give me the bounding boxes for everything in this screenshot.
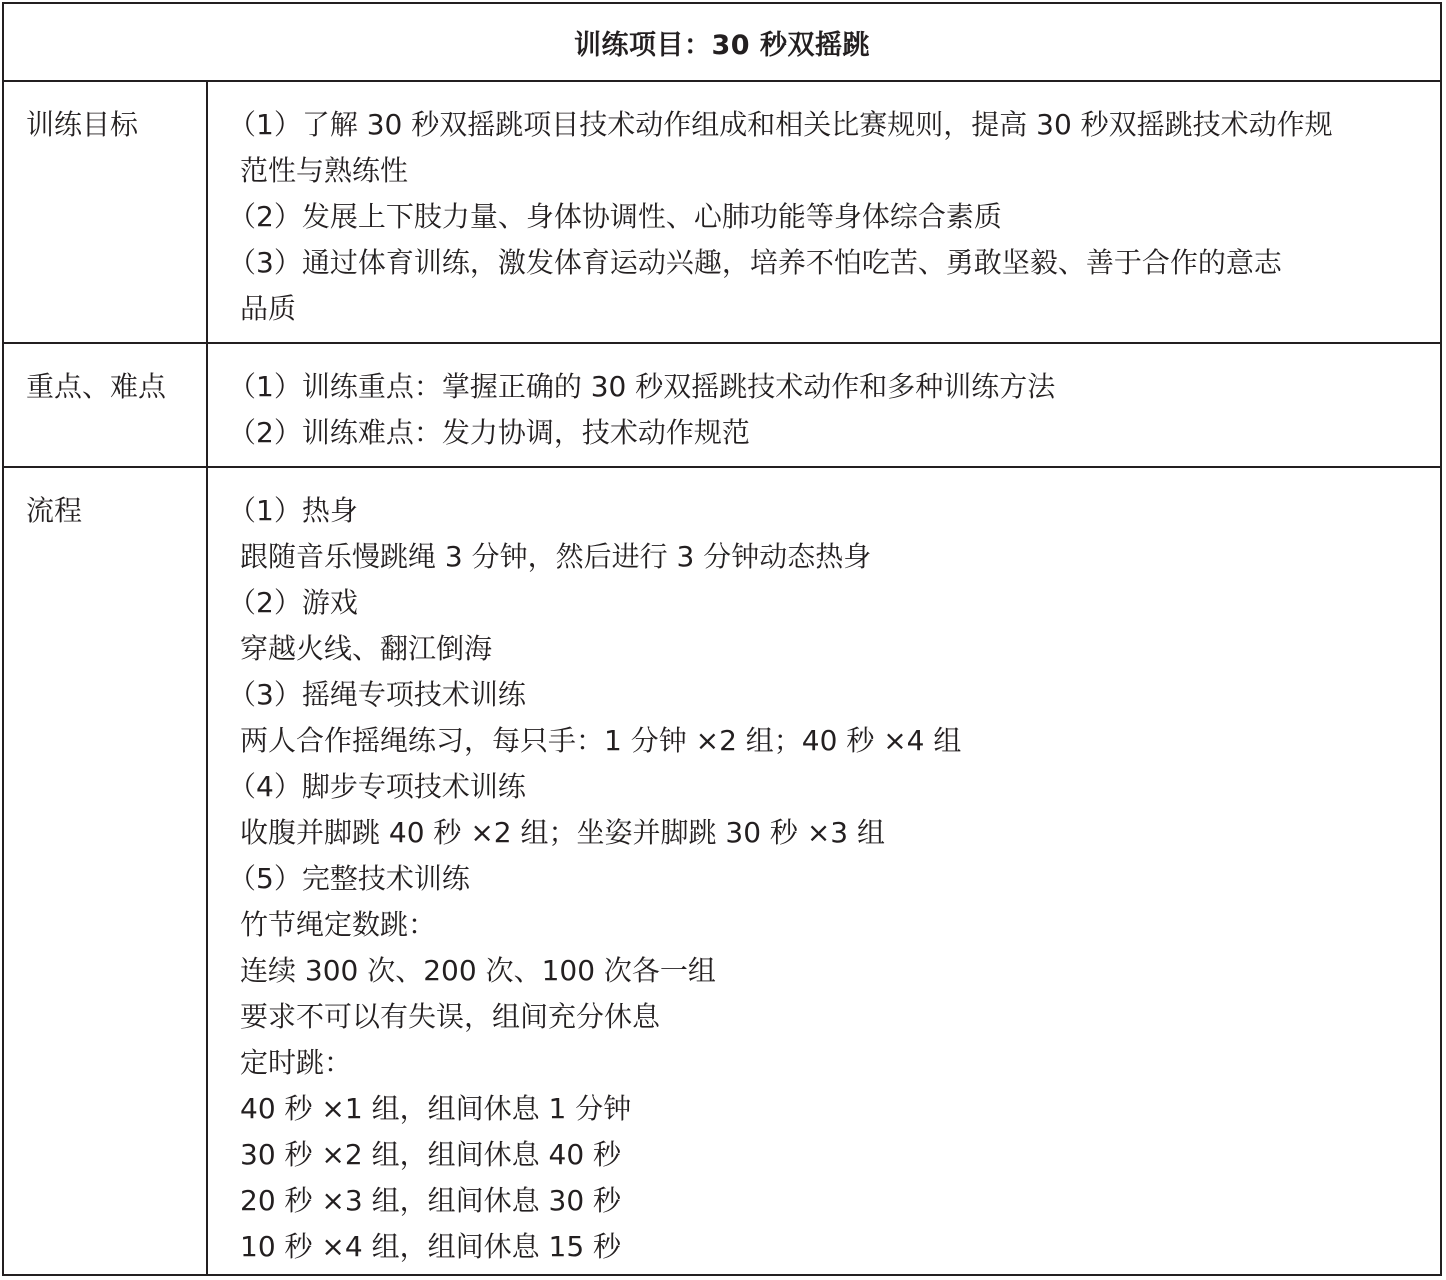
flow-detail: 穿越火线、翻江倒海 bbox=[240, 632, 493, 665]
flow-detail: 竹节绳定数跳： bbox=[240, 908, 437, 941]
flow-detail: 10 秒 ×4 组，组间休息 15 秒 bbox=[240, 1230, 622, 1263]
row-label-flow: 流程 bbox=[4, 468, 208, 1274]
flow-heading: （2）游戏 bbox=[228, 586, 358, 619]
key-item: （1）训练重点：掌握正确的 30 秒双摇跳技术动作和多种训练方法 bbox=[228, 370, 1056, 403]
row-label-goals: 训练目标 bbox=[4, 82, 208, 342]
goal-item-continued: 品质 bbox=[240, 292, 297, 325]
table-row-goals bbox=[4, 82, 1440, 344]
flow-detail: 要求不可以有失误，组间充分休息 bbox=[240, 1000, 661, 1033]
keys-content bbox=[208, 344, 1440, 466]
table-row-keys bbox=[4, 344, 1440, 468]
flow-heading: （3）摇绳专项技术训练 bbox=[228, 678, 526, 711]
table-title: 训练项目：30 秒双摇跳 bbox=[4, 4, 1440, 82]
flow-heading: （1）热身 bbox=[228, 494, 358, 527]
flow-detail: 收腹并脚跳 40 秒 ×2 组；坐姿并脚跳 30 秒 ×3 组 bbox=[240, 816, 886, 849]
flow-detail: 连续 300 次、200 次、100 次各一组 bbox=[240, 954, 716, 987]
flow-heading: （5）完整技术训练 bbox=[228, 862, 470, 895]
flow-detail: 40 秒 ×1 组，组间休息 1 分钟 bbox=[240, 1092, 632, 1125]
flow-detail: 两人合作摇绳练习，每只手：1 分钟 ×2 组；40 秒 ×4 组 bbox=[240, 724, 962, 757]
goal-item-continued: 范性与熟练性 bbox=[240, 154, 409, 187]
flow-detail: 定时跳： bbox=[240, 1046, 353, 1079]
goal-item: （2）发展上下肢力量、身体协调性、心肺功能等身体综合素质 bbox=[228, 200, 1002, 233]
flow-detail: 20 秒 ×3 组，组间休息 30 秒 bbox=[240, 1184, 622, 1217]
table-row-flow bbox=[4, 468, 1440, 1274]
goals-content bbox=[208, 82, 1440, 342]
row-label-keys: 重点、难点 bbox=[4, 344, 208, 466]
goal-item: （3）通过体育训练，激发体育运动兴趣，培养不怕吃苦、勇敢坚毅、善于合作的意志 bbox=[228, 246, 1282, 279]
training-plan-table bbox=[2, 2, 1442, 1276]
flow-heading: （4）脚步专项技术训练 bbox=[228, 770, 526, 803]
flow-detail: 跟随音乐慢跳绳 3 分钟，然后进行 3 分钟动态热身 bbox=[240, 540, 872, 573]
key-item: （2）训练难点：发力协调，技术动作规范 bbox=[228, 416, 750, 449]
goal-item: （1）了解 30 秒双摇跳项目技术动作组成和相关比赛规则，提高 30 秒双摇跳技术动作规 bbox=[228, 108, 1333, 141]
flow-content bbox=[208, 468, 1440, 1274]
flow-detail: 30 秒 ×2 组，组间休息 40 秒 bbox=[240, 1138, 622, 1171]
